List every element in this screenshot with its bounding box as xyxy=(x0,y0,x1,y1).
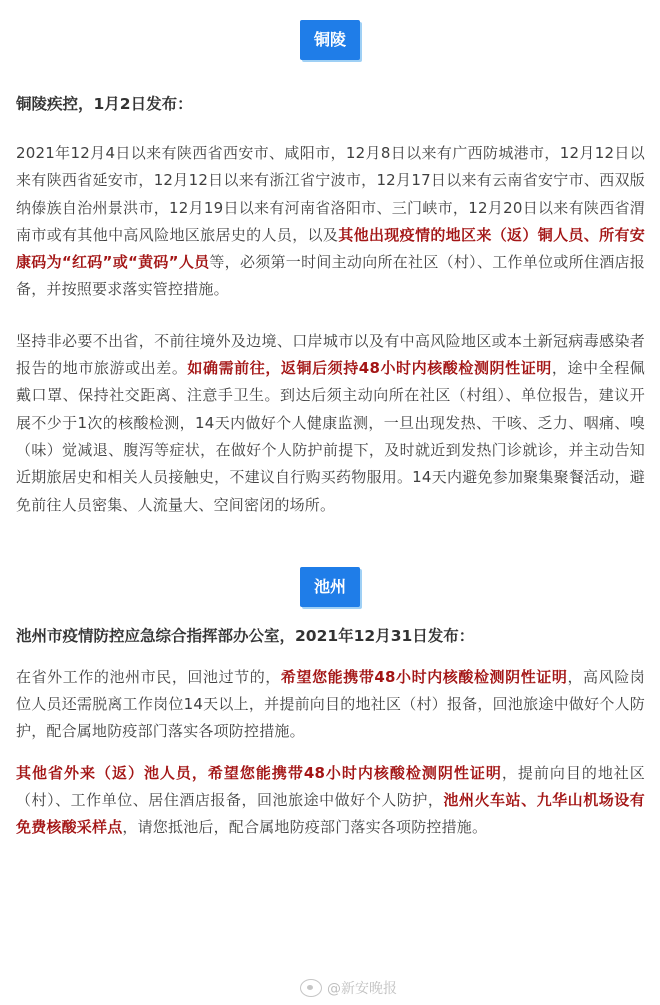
chizhou-paragraph-1: 在省外工作的池州市民，回池过节的，希望您能携带48小时内核酸检测阴性证明，高风险岗位人员还需脱离工作岗位14天以上，并提前向目的地社区（村）报备，回池旅途中做好个人防护，配合属地防疫部门落实各项防控措施。 xyxy=(16,667,645,741)
watermark-text: @新安晚报 xyxy=(327,981,397,997)
tongling-paragraph-2: 坚持非必要不出省，不前往境外及边境、口岸城市以及有中高风险地区或本土新冠病毒感染者报告的地市旅游或出差。如确需前往，返铜后须持48小时内核酸检测阴性证明，途中全程佩戴口罩、保持社交距离、注意手卫生。到达后须主动向所在社区（村组）、单位报告，建议开展不少于1次的核酸检测，14天内做好个人健康监测，一旦出现发热、干咳、乏力、咽痛、嗅（味）觉减退、腹泻等症状，在做好个人防护前提下，及时就近到发热门诊就诊，并主动告知近期旅居史和相关人员接触史，不建议自行购买药物服用。14天内避免参加聚集聚餐活动，避免前往人员密集、人流量大、空间密闭的场所。 xyxy=(16,331,645,514)
chizhou-paragraph-2: 其他省外来（返）池人员，希望您能携带48小时内核酸检测阴性证明，提前向目的地社区（村）、工作单位、居住酒店报备，回池旅途中做好个人防护，池州火车站、九华山机场设有免费核酸采样点，请您抵池后，配合属地防疫部门落实各项防控措施。 xyxy=(16,763,645,837)
tongling-header xyxy=(0,0,660,60)
highlight-text: 如确需前往，返铜后须持48小时内核酸检测阴性证明 xyxy=(187,359,552,378)
tongling-title: 铜陵疾控，1月2日发布： xyxy=(16,95,193,113)
chizhou-title: 池州市疫情防控应急综合指挥部办公室，2021年12月31日发布： xyxy=(16,626,475,645)
highlight-text: 希望您能携带48小时内核酸检测阴性证明 xyxy=(280,667,568,686)
highlight-text: 其他出现疫情的地区来（返）铜人员、所有安康码为“红码”或“黄码”人员 xyxy=(16,225,645,272)
weibo-icon xyxy=(300,979,322,997)
chizhou-header xyxy=(0,567,660,607)
tongling-paragraph-1: 2021年12月4日以来有陕西省西安市、咸阳市，12月8日以来有广西防城港市，12月12日以来有陕西省延安市，12月12日以来有浙江省宁波市，12月17日以来有云南省安宁市、西双版纳傣族自治州景洪市，12月19日以来有河南省洛阳市、三门峡市，12月20日以来有陕西省渭南市或有其他中高风险地区旅居史的人员，以及其他出现疫情的地区来（返）铜人员、所有安康码为“红码”或“黄码”人员等，必须第一时间主动向所在社区（村）、工作单位或所住酒店报备，并按照要求落实管控措施。 xyxy=(16,144,645,299)
chizhou-tag: 池州 xyxy=(300,567,360,607)
tongling-tag: 铜陵 xyxy=(300,20,360,60)
highlight-text: 其他省外来（返）池人员，希望您能携带48小时内核酸检测阴性证明 xyxy=(16,763,502,782)
weibo-watermark xyxy=(300,978,397,998)
highlight-text: 池州火车站、九华山机场设有免费核酸采样点 xyxy=(16,791,645,837)
